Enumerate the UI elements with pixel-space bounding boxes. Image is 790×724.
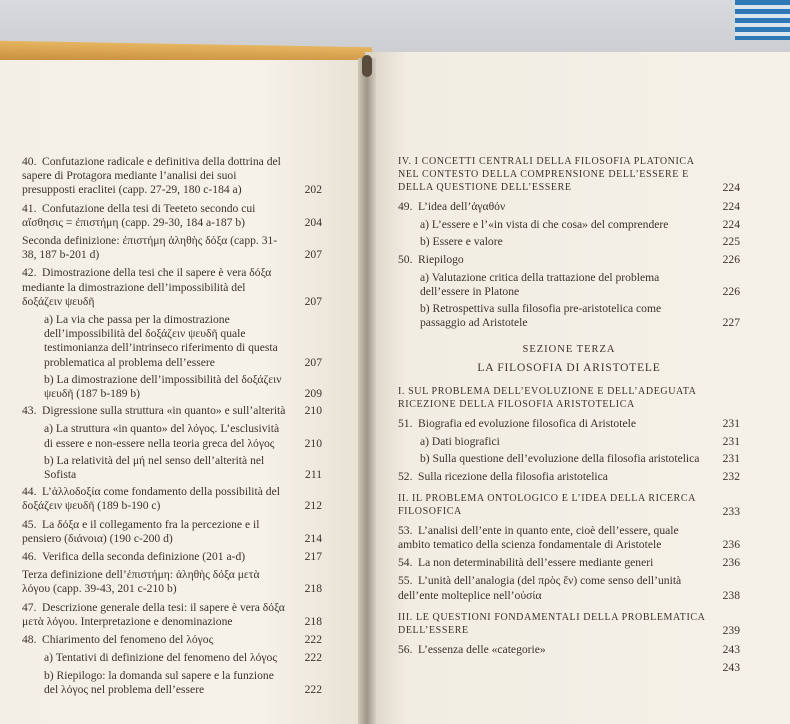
- chapter-heading: [398, 385, 740, 411]
- page-number: 202: [304, 183, 322, 197]
- bookmark-ribbon: [362, 55, 372, 77]
- entry-title: L’unità dell’analogia (del πρὸς ἕν) come senso dell’unità dell’ente molteplice nell’οὐσία: [398, 574, 682, 602]
- entry-number: 46.: [22, 550, 37, 564]
- toc-subentry: [398, 235, 740, 249]
- definition-title: Seconda definizione: ἐπιστήμη ἀληθὴς δόξα (capp. 31-38, 187 b-201 d): [22, 234, 278, 262]
- right-table-of-contents: [398, 147, 740, 675]
- page-number: 211: [305, 468, 322, 482]
- page-number: 231: [722, 435, 740, 449]
- page-number: 236: [722, 538, 740, 552]
- entry-title: L’analisi dell’ente in quanto ente, cioè dell’essere, quale ambito tematico della scienza fondamentale di Aristotele: [398, 523, 679, 552]
- subentry-title: b) Essere e valore: [420, 235, 503, 249]
- subentry-title: a) La via che passa per la dimostrazione dell’impossibilità del δοξάζειν ψευδῆ quale testimonianza dell’intrinseco riferimento di questa problematica al problema dell’essere: [44, 313, 278, 369]
- entry-title: La δόξα e il collegamento fra la percezione e il pensiero (διάνοια) (190 c-200 d): [22, 517, 260, 545]
- page-number: 236: [722, 556, 740, 570]
- page-number: 210: [304, 436, 322, 450]
- subentry-title: b) Riepilogo: la domanda sul sapere e la funzione del λόγος nel problema dell’essere: [44, 668, 274, 696]
- entry-number: 44.: [22, 485, 37, 499]
- chapter-title: III. LE QUESTIONI FONDAMENTALI DELLA PROBLEMATICA DELL’ESSERE: [398, 611, 705, 636]
- section-block: [398, 343, 740, 375]
- entry-number: 52.: [398, 469, 413, 483]
- page-number: 209: [304, 387, 322, 401]
- page-number: 207: [304, 355, 322, 369]
- entry-title: Dimostrazione della tesi che il sapere è vera δόξα mediante la dimostrazione dell’impossibilità del δοξάζειν ψευδῆ: [22, 266, 272, 308]
- page-number: 222: [304, 682, 322, 696]
- page-number: 226: [722, 285, 740, 299]
- entry-title: Confutazione radicale e definitiva della dottrina del sapere di Protagora mediante l’analisi dei suoi presupposti eraclitei (capp. 27-29, 180 c-184 a): [22, 155, 281, 197]
- toc-definition: [22, 568, 322, 596]
- toc-subentry: [22, 313, 322, 370]
- toc-entry: [398, 417, 740, 431]
- subentry-title: b) Retrospettiva sulla filosofia pre-aristotelica come passaggio ad Aristotele: [420, 302, 662, 330]
- entry-number: 56.: [398, 642, 413, 656]
- page-number: 232: [722, 469, 740, 483]
- entry-number: 43.: [22, 404, 37, 418]
- entry-number: 55.: [398, 574, 413, 588]
- page-number: 207: [304, 248, 322, 262]
- page-number: 214: [304, 531, 322, 545]
- page-number: 227: [722, 316, 740, 330]
- page-number: 222: [304, 651, 322, 665]
- toc-entry: [398, 253, 740, 267]
- entry-title: Descrizione generale della tesi: il sapere è vera δόξα μετὰ λόγου. Interpretazione e denominazione: [22, 600, 285, 628]
- toc-entry: [398, 200, 740, 214]
- page-number: 207: [304, 294, 322, 308]
- toc-subentry: [22, 422, 322, 450]
- entry-title: Verifica della seconda definizione (201 a-d): [42, 550, 246, 564]
- toc-subentry: [398, 302, 740, 330]
- page-number: 243: [722, 661, 740, 675]
- section-label: SEZIONE TERZA: [522, 343, 616, 355]
- toc-subentry: [22, 651, 322, 665]
- page-number: 238: [722, 588, 740, 602]
- toc-entry: [398, 556, 740, 570]
- page-number: 225: [722, 235, 740, 249]
- left-page: [0, 60, 372, 724]
- entry-title: Sulla ricezione della filosofia aristotelica: [418, 469, 608, 483]
- entry-title: Biografia ed evoluzione filosofica di Aristotele: [418, 417, 636, 431]
- entry-title: L’ἀλλοδοξία come fondamento della possibilità del δοξάζειν ψευδῆ (189 b-190 c): [22, 485, 280, 513]
- page-number: 218: [304, 614, 322, 628]
- entry-number: 49.: [398, 200, 413, 213]
- toc-entry: [398, 643, 740, 657]
- subentry-title: b) La relatività del μή nel senso dell’alterità nel Sofista: [44, 453, 265, 482]
- chapter-heading: [398, 492, 740, 518]
- entry-number: 53.: [398, 523, 413, 537]
- subentry-title: a) L’essere e l’«in vista di che cosa» del comprendere: [420, 218, 669, 232]
- entry-title: L’idea dell’ἀγαθόν: [418, 200, 506, 213]
- toc-entry: [22, 202, 322, 230]
- right-page: [365, 52, 790, 724]
- toc-entry: [22, 155, 322, 198]
- page-number: 222: [304, 633, 322, 647]
- page-number: 212: [304, 499, 322, 513]
- entry-number: 45.: [22, 517, 37, 531]
- toc-entry: [398, 524, 740, 552]
- toc-entry: [22, 633, 322, 647]
- section-title: LA FILOSOFIA DI ARISTOTELE: [477, 361, 661, 374]
- entry-title: Confutazione della tesi di Teeteto secondo cui αἴσθησις = ἐπιστήμη (capp. 29-30, 184 a-187 b): [22, 201, 256, 229]
- chapter-title: IV. I CONCETTI CENTRALI DELLA FILOSOFIA PLATONICA NEL CONTESTO DELLA COMPRENSIONE DELL’ESSERE E DELLA QUESTIONE DELL’ESSERE: [398, 156, 694, 193]
- entry-title: Chiarimento del fenomeno del λόγος: [42, 633, 214, 647]
- toc-entry: [22, 404, 322, 418]
- chapter-heading: [398, 611, 740, 637]
- toc-entry: [22, 485, 322, 513]
- entry-title: L’essenza delle «categorie»: [418, 642, 546, 656]
- toc-subentry: [398, 271, 740, 299]
- page-number: 231: [722, 417, 740, 431]
- toc-entry: [22, 266, 322, 309]
- toc-definition: [22, 234, 322, 262]
- subentry-title: a) La struttura «in quanto» del λόγος. L’esclusività di essere e non-essere nella teoria greca del λόγος: [44, 422, 280, 450]
- page-number: 226: [722, 252, 740, 266]
- toc-entry: [398, 574, 740, 602]
- left-table-of-contents: [22, 155, 322, 700]
- page-number: 243: [722, 642, 740, 656]
- entry-number: 42.: [22, 266, 37, 280]
- page-number: 231: [722, 452, 740, 466]
- definition-title: Terza definizione dell’ἐπιστήμη: ἀληθὴς δόξα μετὰ λόγου (capp. 39-43, 201 c-210 b): [22, 568, 260, 596]
- toc-entry: [22, 550, 322, 564]
- chapter-title: I. SUL PROBLEMA DELL’EVOLUZIONE E DELL’ADEGUATA RICEZIONE DELLA FILOSOFIA ARISTOTELICA: [398, 386, 696, 411]
- toc-subentry: [22, 454, 322, 482]
- page-number: 210: [304, 404, 322, 418]
- book-gutter: [358, 58, 376, 724]
- toc-subentry: [22, 669, 322, 697]
- striped-cloth: [735, 0, 790, 40]
- entry-number: 48.: [22, 633, 37, 647]
- page-number: 204: [304, 215, 322, 229]
- subentry-title: a) Dati biografici: [420, 435, 500, 449]
- toc-subentry: [398, 218, 740, 232]
- page-number: 224: [722, 181, 740, 194]
- entry-number: 51.: [398, 417, 413, 431]
- page-number: 233: [722, 504, 740, 518]
- toc-subentry: [398, 435, 740, 449]
- page-number: 217: [304, 550, 322, 564]
- entry-number: 40.: [22, 155, 37, 168]
- page-number: 224: [722, 218, 740, 232]
- entry-number: 50.: [398, 252, 413, 266]
- subentry-title: b) La dimostrazione dell’impossibilità del δοξάζειν ψευδῆ (187 b-189 b): [44, 372, 282, 401]
- subentry-title: a) Valutazione critica della trattazione del problema dell’essere in Platone: [420, 270, 660, 299]
- toc-subentry: [22, 373, 322, 401]
- chapter-title: II. IL PROBLEMA ONTOLOGICO E L’IDEA DELLA RICERCA FILOSOFICA: [398, 492, 696, 517]
- entry-title: La non determinabilità dell’essere mediante generi: [418, 556, 654, 570]
- subentry-title: b) Sulla questione dell’evoluzione della filosofia aristotelica: [420, 452, 700, 466]
- toc-entry: [398, 470, 740, 484]
- entry-title: Digressione sulla struttura «in quanto» e sull’alterità: [42, 404, 286, 418]
- subentry-title: a) Tentativi di definizione del fenomeno del λόγος: [44, 651, 277, 665]
- entry-number: 54.: [398, 556, 413, 570]
- page-number: 218: [304, 582, 322, 596]
- entry-number: 47.: [22, 600, 37, 614]
- toc-subentry: [398, 452, 740, 466]
- toc-entry: [22, 601, 322, 629]
- page-number: 224: [722, 200, 740, 213]
- entry-title: Riepilogo: [418, 252, 464, 266]
- toc-entry: [22, 518, 322, 546]
- chapter-heading: [398, 155, 740, 194]
- page-number: 239: [722, 623, 740, 637]
- entry-number: 41.: [22, 201, 37, 215]
